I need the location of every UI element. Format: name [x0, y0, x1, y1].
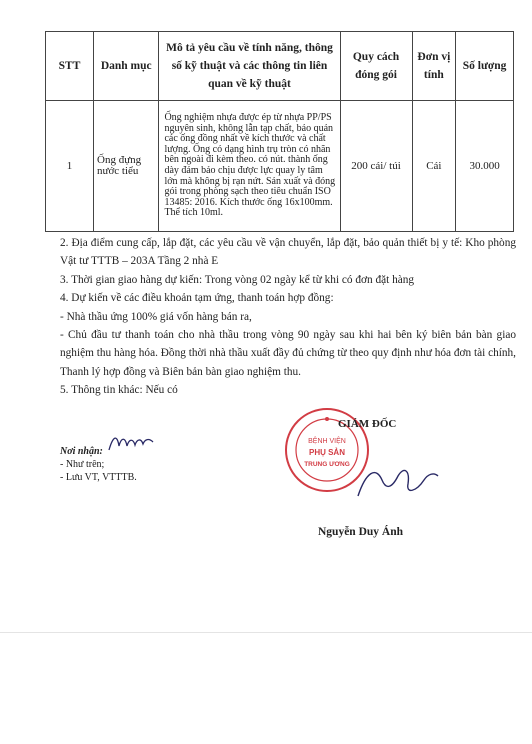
paragraph-advance-payment: - Nhà thầu ứng 100% giá vốn hàng bán ra, [60, 310, 252, 323]
cell-packaging: 200 cái/ túi [340, 101, 412, 232]
director-name: Nguyễn Duy Ánh [318, 526, 403, 538]
seal-text-mid: PHỤ SẢN [308, 448, 346, 457]
paragraph-delivery-time: 3. Thời gian giao hàng dự kiến: Trong vòng 02 ngày kể từ khi có đơn đặt hàng [60, 273, 415, 286]
paragraph-other-info: 5. Thông tin khác: Nếu có [60, 384, 178, 397]
cell-quantity: 30.000 [456, 101, 514, 232]
seal-text-bottom: TRUNG ƯƠNG [304, 461, 350, 468]
recipients-heading: Nơi nhận: [60, 446, 103, 457]
header-stt: STT [46, 32, 94, 101]
header-packaging: Quy cách đóng gói [340, 32, 412, 101]
cell-description: Ống nghiệm nhựa được ép từ nhựa PP/PS nguyên sinh, không lẫn tạp chất, bảo quản các ống đồng nhất về kích thước và chất lượng. Ống có dạng hình trụ tròn có nhãn bên ngoài đi kèm theo. có nút. thành ống dày đảm bảo chịu được lực quay ly tâm lớn mà không bị rạn nứt. Sản xuất và đóng gói trong phòng sạch theo tiêu chuẩn ISO 13485: 2016. Kích thước ống 16x100mm. Thể tích 10ml. [159, 101, 340, 232]
initial-signature [105, 430, 157, 456]
scan-fold-line [0, 632, 532, 633]
director-signature [352, 458, 442, 508]
paragraph-delivery-location: 2. Địa điểm cung cấp, lắp đặt, các yêu cầu về vận chuyển, lắp đặt, bảo quản thiết bị y tế: Kho phòng Vật tư TTTB – 203A Tầng 2 nhà E [60, 237, 516, 268]
paragraph-payment-heading: 4. Dự kiến về các điều khoản tạm ứng, thanh toán hợp đồng: [60, 292, 334, 305]
terms-section [60, 234, 516, 400]
seal-text-top: BỆNH VIỆN [308, 438, 346, 445]
paragraph-payment-terms: - Chủ đầu tư thanh toán cho nhà thầu trong vòng 90 ngày sau khi hai bên ký biên bản bàn giao nghiệm thu hàng hóa. Đồng thời nhà thầu xuất đầy đủ chứng từ theo quy định như hóa đơn tài chính, Thanh lý hợp đồng và Biên bản bàn giao nghiệm thu. [60, 329, 516, 378]
header-item: Danh mục [94, 32, 159, 101]
header-unit: Đơn vị tính [412, 32, 456, 101]
specification-table [45, 31, 514, 232]
recipient-item: - Như trên; [60, 459, 105, 470]
header-quantity: Số lượng [456, 32, 514, 101]
director-title: GIÁM ĐỐC [338, 418, 397, 430]
recipient-item: - Lưu VT, VTTTB. [60, 472, 137, 483]
cell-stt: 1 [46, 101, 94, 232]
header-description: Mô tả yêu cầu về tính năng, thông số kỹ thuật và các thông tin liên quan về kỹ thuật [159, 32, 340, 101]
seal-star [325, 417, 329, 421]
table-header-row [46, 32, 514, 101]
table-row [46, 101, 514, 232]
cell-unit: Cái [412, 101, 456, 232]
cell-item: Ống đựng nước tiểu [94, 101, 159, 232]
